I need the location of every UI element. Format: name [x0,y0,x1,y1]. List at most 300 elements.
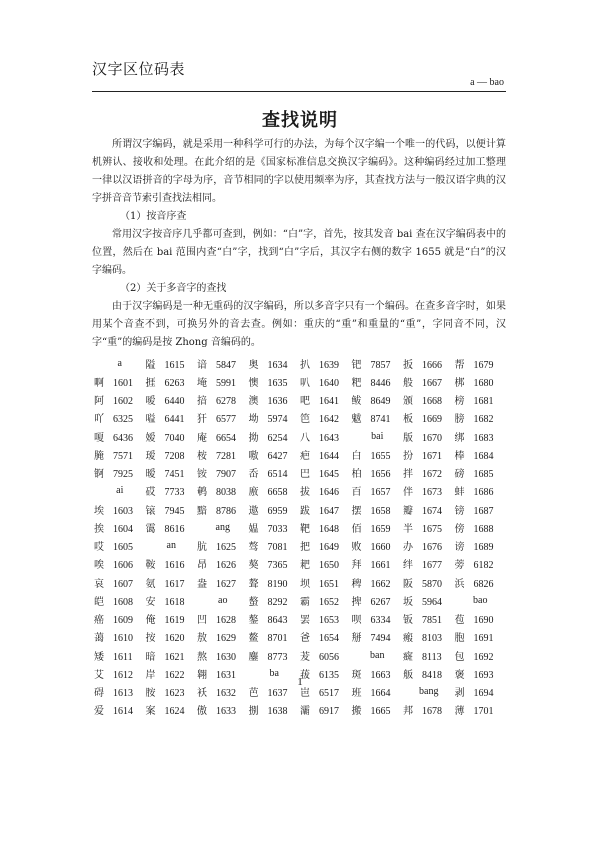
hanzi: 拔 [300,487,310,499]
code-entry [249,646,301,664]
code-entry [403,409,455,427]
code-number: 1688 [473,523,494,535]
code-entry [300,591,352,609]
code-number: 8786 [216,505,236,517]
code-number: 1630 [216,651,236,663]
code-entry [403,354,455,372]
hanzi: 啊 [94,377,104,389]
code-number: 6135 [319,669,339,681]
hanzi: 吧 [300,396,310,408]
code-number: 8643 [267,615,288,627]
code-number: 7907 [216,469,236,481]
table-row [94,610,506,628]
hanzi: 敖 [197,633,207,645]
code-number: 1678 [422,706,442,718]
code-number: 1663 [370,669,391,681]
code-number: 1652 [319,596,339,608]
code-entry [197,701,249,719]
code-number: 1661 [370,560,391,572]
hanzi: 棒 [454,450,465,462]
code-entry [300,445,352,463]
code-number: 7945 [164,505,185,517]
hanzi: 翱 [197,669,207,681]
code-number: 8418 [422,669,442,681]
code-number: 1639 [319,359,339,371]
code-number: 1672 [422,469,442,481]
code-entry [94,701,146,719]
hanzi: 白 [351,450,362,462]
hanzi: 包 [454,651,465,663]
code-number: 1646 [319,487,339,499]
code-number: 1671 [422,450,442,462]
code-number: 6334 [370,615,391,627]
hanzi: 碍 [94,688,104,700]
hanzi: 谙 [197,359,207,371]
hanzi: 安 [145,596,156,608]
code-entry [403,445,455,463]
table-row [94,354,506,372]
code-number: 7365 [267,560,288,572]
code-entry [300,646,352,664]
code-number: 8446 [370,377,391,389]
code-number: 1641 [319,396,339,408]
hanzi: 挨 [94,523,104,535]
pinyin-header: bang [419,686,439,698]
code-entry [352,555,404,573]
code-number: 1690 [473,615,494,627]
hanzi: 芭 [248,688,259,700]
code-entry [249,555,301,573]
hanzi: 剥 [454,688,465,700]
hanzi: 岸 [145,669,156,681]
code-number: 1651 [319,578,339,590]
code-number: 1666 [422,359,442,371]
code-entry [403,610,455,628]
hanzi: 桉 [197,450,207,462]
code-entry [146,482,198,500]
code-entry [403,427,455,445]
hanzi: 鹌 [197,487,207,499]
hanzi: 鲅 [351,396,362,408]
hanzi: 鳌 [248,633,259,645]
code-entry [403,391,455,409]
code-entry [197,445,249,463]
hanzi: 凹 [197,615,207,627]
code-entry [197,391,249,409]
code-number: 6254 [267,432,288,444]
hanzi: 遨 [248,505,259,517]
code-number: 1691 [473,633,494,645]
code-number: 1616 [164,560,185,572]
table-row [94,427,506,445]
page-number: 1 [297,676,303,688]
code-number: 1675 [422,523,442,535]
code-entry [352,591,404,609]
code-number: 1654 [319,633,339,645]
code-number: 1670 [422,432,442,444]
code-entry [403,646,455,664]
code-entry [146,372,198,390]
table-row [94,445,506,463]
table-row [94,628,506,646]
code-entry [403,500,455,518]
code-entry [352,610,404,628]
code-entry [300,464,352,482]
code-entry [300,391,352,409]
code-number: 7281 [216,450,236,462]
code-entry [146,701,198,719]
code-entry [352,482,404,500]
code-entry [403,537,455,555]
table-row [94,701,506,719]
code-entry [94,427,146,445]
hanzi: 熬 [197,651,207,663]
code-entry [94,445,146,463]
code-entry [249,500,301,518]
code-entry [403,464,455,482]
code-entry [455,464,507,482]
hanzi: 茇 [300,651,310,663]
code-number: 1627 [216,578,236,590]
code-number: 1625 [216,542,236,554]
hanzi: 稗 [351,578,362,590]
hanzi: 按 [145,633,156,645]
code-entry [249,591,301,609]
hanzi: 邦 [403,706,413,718]
code-entry [197,464,249,482]
code-number: 1674 [422,505,442,517]
code-number: 1644 [319,450,339,462]
code-entry [197,555,249,573]
hanzi: 斑 [351,669,362,681]
hanzi: 拌 [403,469,413,481]
hanzi: 柏 [351,469,362,481]
pinyin-header: ai [116,485,124,497]
code-number: 6658 [267,487,288,499]
hanzi: 半 [403,523,413,535]
hanzi: 谤 [454,542,465,554]
code-number: 1623 [164,688,185,700]
table-row [94,518,506,536]
hanzi: 哀 [94,578,104,590]
hanzi: 绑 [454,432,465,444]
code-number: 1607 [113,578,133,590]
code-entry [455,628,507,646]
hanzi: 阿 [94,396,104,408]
table-row [94,464,506,482]
code-entry [197,573,249,591]
code-entry [146,354,198,372]
hanzi: 哎 [94,542,104,554]
code-entry [94,464,146,482]
subheading: （1）按音序查 [120,211,187,222]
hanzi: 癍 [403,651,413,663]
code-number: 1676 [422,542,442,554]
code-number: 1608 [113,596,133,608]
hanzi: 靶 [300,523,310,535]
code-entry [197,537,249,555]
code-number: 6263 [164,377,185,389]
hanzi: 颁 [403,396,413,408]
code-number: 7040 [164,432,185,444]
hanzi: 绊 [403,560,413,572]
table-row [94,482,506,500]
hanzi: 版 [403,432,413,444]
code-number: 1682 [473,414,494,426]
hanzi: 媪 [248,523,259,535]
code-number: 1613 [113,688,133,700]
hanzi: 傲 [197,706,207,718]
hanzi: 扒 [300,359,310,371]
hanzi: 办 [403,542,413,554]
hanzi: 廒 [248,487,259,499]
code-number: 1617 [164,578,185,590]
hanzi: 爱 [94,706,104,718]
code-number: 1636 [267,396,288,408]
hanzi: 瘢 [403,633,413,645]
code-number: 1602 [113,396,133,408]
hanzi: 爸 [300,633,310,645]
hanzi: 舨 [403,669,413,681]
code-entry [146,391,198,409]
code-entry [249,537,301,555]
code-number: 6267 [370,596,391,608]
hanzi: 帮 [454,359,465,371]
hanzi: 膀 [454,414,465,426]
code-entry [403,628,455,646]
code-entry [197,409,249,427]
code-entry [455,409,507,427]
hanzi: 癌 [94,615,104,627]
hanzi: 疤 [300,450,310,462]
hanzi: 呗 [351,615,362,627]
code-entry [455,518,507,536]
hanzi: 阪 [403,578,413,590]
code-entry [249,445,301,463]
code-number: 1632 [216,688,236,700]
code-number: 1660 [370,542,391,554]
code-entry [249,701,301,719]
code-number: 8701 [267,633,288,645]
code-entry [300,482,352,500]
code-entry [197,482,249,500]
code-number: 7208 [164,450,185,462]
subheading: （2）关于多音字的查找 [120,283,227,294]
hanzi: 耙 [300,560,310,572]
hanzi: 聱 [248,578,259,590]
code-number: 1647 [319,505,339,517]
hanzi: 巴 [300,469,310,481]
code-number: 8649 [370,396,391,408]
code-number: 1692 [473,651,494,663]
pinyin-header: bai [371,430,384,442]
code-number: 7857 [370,359,391,371]
hanzi: 俺 [145,615,156,627]
code-entry [94,537,146,555]
code-entry [455,500,507,518]
table-row [94,646,506,664]
code-number: 7033 [267,523,288,535]
code-entry [197,610,249,628]
hanzi: 把 [300,542,310,554]
code-number: 1601 [113,377,133,389]
code-entry [455,555,507,573]
code-number: 1669 [422,414,442,426]
code-number: 1612 [113,669,133,681]
code-entry [197,354,249,372]
hanzi: 皑 [94,596,104,608]
code-number: 1689 [473,542,494,554]
code-entry [403,555,455,573]
code-entry [455,610,507,628]
hanzi: 嫒 [145,432,156,444]
code-number: 1657 [370,487,391,499]
code-table [94,354,506,719]
table-row [94,391,506,409]
code-number: 1637 [267,688,288,700]
hanzi: 艾 [94,669,104,681]
code-entry [352,701,404,719]
code-number: 1618 [164,596,185,608]
code-number: 1659 [370,523,391,535]
code-number: 1662 [370,578,391,590]
code-number: 1645 [319,469,339,481]
code-number: 1684 [473,450,494,462]
code-entry [146,628,198,646]
code-number: 7451 [164,469,185,481]
code-entry [249,628,301,646]
code-entry [352,464,404,482]
table-row [94,372,506,390]
code-number: 7081 [267,542,288,554]
paragraph: 常用汉字按音序几乎都可查到，例如：“白”字，首先，按其发音 bai 查在汉字编码表中的位置，然后在 bai 范围内查“白”字，找到“白”字后，其汉字右侧的数字 1655 就是“白”的汉字编码。 [92,229,506,276]
code-number: 6182 [473,560,494,572]
code-number: 1631 [216,669,236,681]
code-number: 1677 [422,560,442,572]
code-number: 1685 [473,469,494,481]
code-entry [403,701,455,719]
code-number: 1667 [422,377,442,389]
code-number: 6056 [319,651,339,663]
code-entry [352,537,404,555]
code-number: 1619 [164,615,185,627]
code-number: 6436 [113,432,133,444]
code-entry [94,391,146,409]
code-number: 1642 [319,414,339,426]
code-entry [403,573,455,591]
code-number: 8190 [267,578,288,590]
code-number: 1694 [473,688,494,700]
hanzi: 案 [145,706,156,718]
hanzi: 嗌 [145,414,156,426]
code-number: 1609 [113,615,133,627]
explanation-text [92,136,506,352]
code-entry [249,610,301,628]
hanzi: 梆 [454,377,465,389]
code-number: 1606 [113,560,133,572]
hanzi: 钯 [351,359,362,371]
hanzi: 昂 [197,560,207,572]
hanzi: 懊 [248,377,259,389]
code-entry [403,518,455,536]
code-entry [94,518,146,536]
code-entry [94,372,146,390]
code-number: 5974 [267,414,288,426]
code-number: 8773 [267,651,288,663]
hanzi: 澳 [248,396,259,408]
hanzi: 粑 [351,377,362,389]
hanzi: 褒 [454,669,465,681]
code-number: 1611 [113,651,133,663]
hanzi: 捭 [351,596,362,608]
hanzi: 暧 [145,469,156,481]
hanzi: 锕 [94,469,104,481]
pinyin-header: ang [215,521,230,533]
pinyin-header: ban [370,649,385,661]
code-number: 1656 [370,469,391,481]
code-number: 1604 [113,523,133,535]
hanzi: 捱 [145,377,156,389]
code-number: 1615 [164,359,185,371]
hanzi: 摆 [351,505,362,517]
code-entry [146,518,198,536]
pinyin-header: an [166,540,176,552]
hanzi: 肮 [197,542,207,554]
hanzi: 鏊 [248,615,259,627]
hanzi: 镑 [454,505,465,517]
code-entry [352,573,404,591]
code-number: 6577 [216,414,236,426]
code-entry [300,555,352,573]
code-entry [197,427,249,445]
code-number: 1687 [473,505,494,517]
hanzi: 八 [300,432,310,444]
hanzi: 鞍 [145,560,156,572]
hanzi: 蒡 [454,560,465,572]
hanzi: 蚌 [454,487,465,499]
code-number: 1668 [422,396,442,408]
code-entry [352,500,404,518]
code-number: 1621 [164,651,185,663]
hanzi: 砹 [145,487,156,499]
code-entry [249,464,301,482]
hanzi: 岜 [300,688,310,700]
hanzi: 嗷 [248,450,259,462]
code-entry [300,500,352,518]
hanzi: 隘 [145,359,156,371]
hanzi: 瓣 [403,505,413,517]
code-number: 6278 [216,396,236,408]
code-number: 1693 [473,669,494,681]
code-number: 1681 [473,396,494,408]
code-entry [146,445,198,463]
code-entry [146,555,198,573]
code-number: 1686 [473,487,494,499]
section-heading: 查找说明 [262,110,338,131]
hanzi: 矮 [94,651,104,663]
code-entry [352,518,404,536]
code-number: 8616 [164,523,185,535]
hanzi: 磅 [454,469,465,481]
code-number: 1624 [164,706,185,718]
code-entry [146,610,198,628]
code-number: 6440 [164,396,185,408]
hanzi: 埃 [94,505,104,517]
code-entry [146,500,198,518]
hanzi: 百 [351,487,362,499]
code-entry [146,591,198,609]
hanzi: 鏖 [248,651,259,663]
